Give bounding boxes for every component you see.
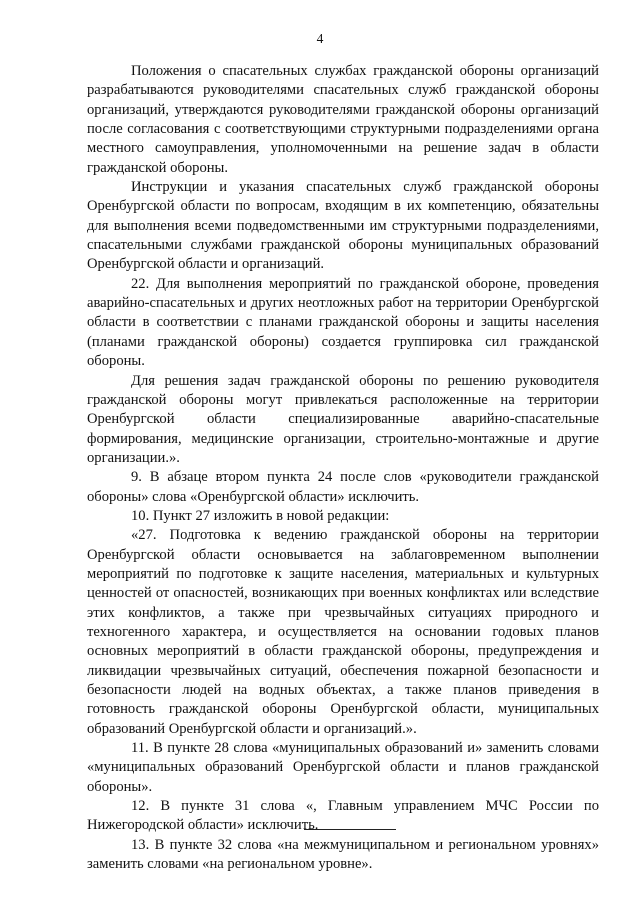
paragraph-amendment-11: 11. В пункте 28 слова «муниципальных образований и» заменить словами «муниципальных образований Оренбургской области и планов гражданской обороны». [87, 740, 599, 795]
closing-separator-line [304, 829, 396, 830]
paragraph-amendment-12: 12. В пункте 31 слова «, Главным управлением МЧС России по Нижегородской области» исключить. [87, 798, 599, 834]
page-number: 4 [316, 31, 324, 46]
paragraph-amendment-13: 13. В пункте 32 слова «на межмуниципальном и региональном уровнях» заменить словами «на региональном уровне». [87, 836, 599, 873]
paragraph-tasks: Для решения задач гражданской обороны по решению руководителя гражданской обороны могут привлекаться расположенные на территории Оренбургской области специализированные аварийно-спасательные формирования, медицинские организации, строительно-монтажные и другие организации.». [87, 372, 599, 466]
paragraph-amendment-9: 9. В абзаце втором пункта 24 после слов «руководители гражданской обороны» слова «Оренбургской области» исключить. [87, 469, 599, 505]
paragraph-instructions: Инструкции и указания спасательных служб гражданской обороны Оренбургской области по вопросам, входящим в их компетенцию, обязательны для выполнения всеми подведомственными им структурными подразделениями, спасательными службами гражданской обороны муниципальных образований Оренбургской области и организаций. [87, 179, 599, 273]
paragraph-item-27: «27. Подготовка к ведению гражданской обороны на территории Оренбургской области основывается на заблаговременном выполнении мероприятий по подготовке к защите населения, материальных и культурных ценностей от опасностей, возникающих при военных конфликтах или вследствие этих конфликтов, а также при чрезвычайных ситуациях природного и техногенного характера, и осуществляется на основании годовых планов основных мероприятий в области гражданской обороны, предупреждения и ликвидации чрезвычайных ситуаций, обеспечения пожарной безопасности и безопасности людей на водных объектах, а также планов приведения в готовность гражданской обороны Оренбургской области, муниципальных образований Оренбургской области и организаций.». [87, 527, 599, 737]
paragraph-item-22: 22. Для выполнения мероприятий по гражданской обороне, проведения аварийно-спасательных и других неотложных работ на территории Оренбургской области в соответствии с планами гражданской обороны и защиты населения (планами гражданской обороны) создается группировка сил гражданской обороны. [87, 275, 599, 370]
paragraph-amendment-10: 10. Пункт 27 изложить в новой редакции: [131, 507, 390, 524]
paragraph-rescue-services-regulations: Положения о спасательных службах гражданской обороны организаций разрабатываются руководителями спасательных служб гражданской обороны организаций, утверждаются руководителями гражданской обороны организаций после согласования с соответствующими структурными подразделениями органа местного самоуправления, уполномоченными на решение задач в области гражданской обороны. [87, 63, 599, 176]
document-body [87, 62, 599, 874]
